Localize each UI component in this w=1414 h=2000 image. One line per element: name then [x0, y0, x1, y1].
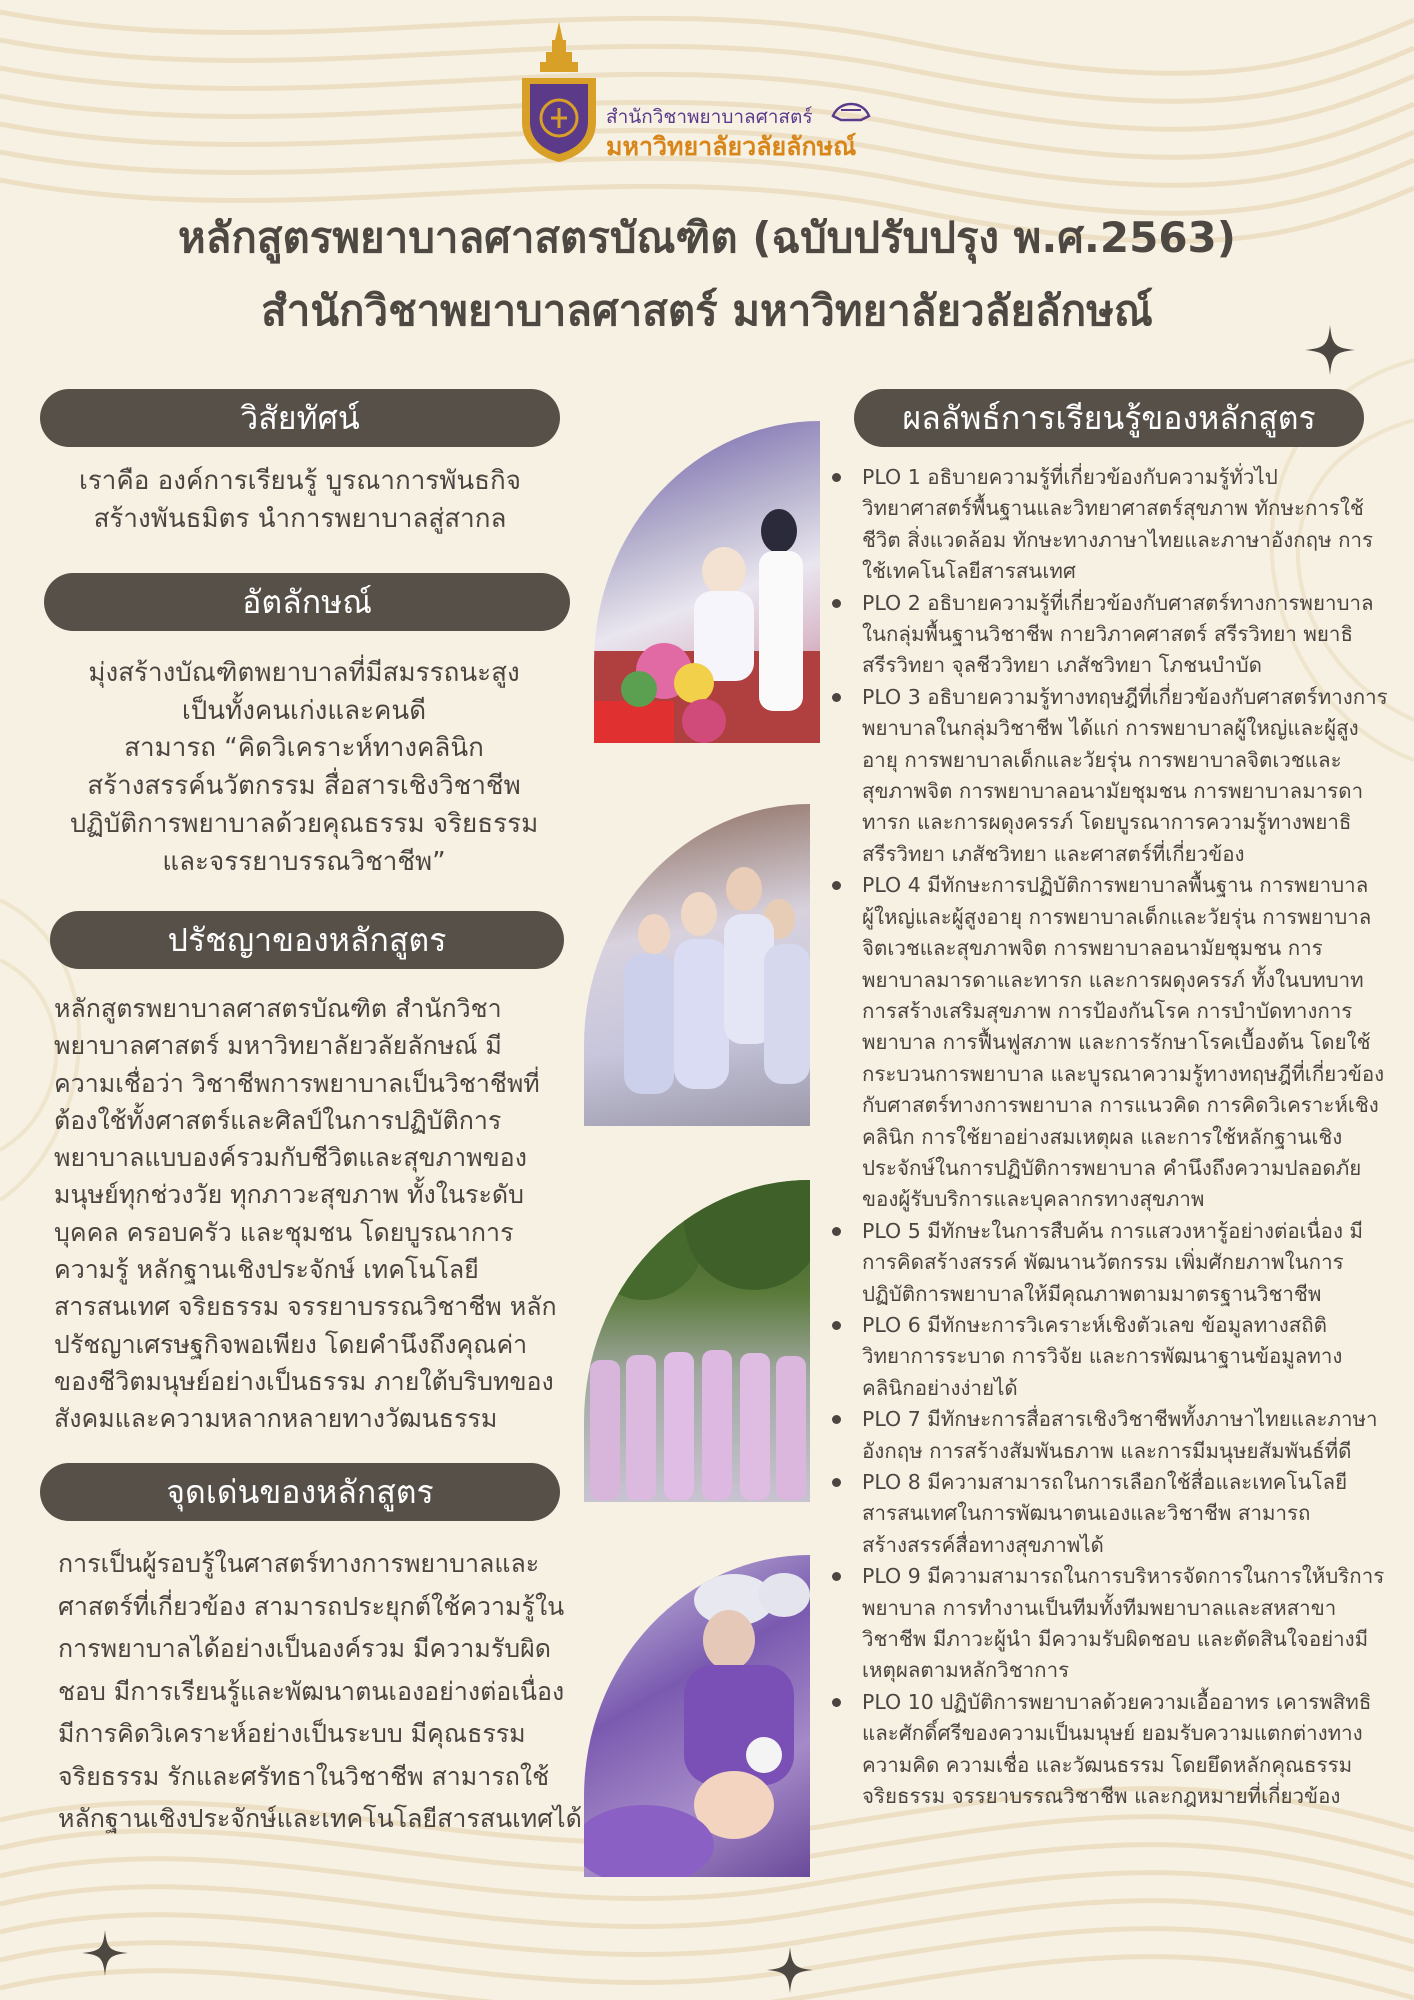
highlights-line: ศาสตร์ที่เกี่ยวข้อง สามารถประยุกต์ใช้ความรู้ใน — [58, 1591, 565, 1621]
logo-university-name: มหาวิทยาลัยวลัยลักษณ์ — [606, 132, 857, 161]
highlights-line: การพยาบาลได้อย่างเป็นองค์รวม มีความรับผิด — [58, 1634, 551, 1663]
highlights-line: หลักฐานเชิงประจักษ์และเทคโนโลยีสารสนเทศได้ — [58, 1804, 582, 1833]
philosophy-line: มนุษย์ทุกช่วงวัย ทุกภาวะสุขภาพ ทั้งในระดับ — [54, 1180, 524, 1210]
plo-item: PLO 1 อธิบายความรู้ที่เกี่ยวข้องกับความรู้ทั่วไป วิทยาศาสตร์พื้นฐานและวิทยาศาสตร์สุขภาพ ทักษะการใช้ชีวิต สิ่งแวดล้อม ทักษะทางภาษาไทยและภาษาอังกฤษ การใช้เทคโนโลยีสารสนเทศ — [832, 462, 1390, 588]
sparkle-icon — [1305, 325, 1355, 375]
vision-text — [40, 463, 560, 538]
philosophy-line: หลักสูตรพยาบาลศาสตรบัณฑิต สำนักวิชา — [54, 994, 502, 1023]
identity-heading: อัตลักษณ์ — [44, 573, 570, 631]
identity-line: สร้างสรรค์นวัตกรรม สื่อสารเชิงวิชาชีพ — [87, 771, 521, 802]
philosophy-text — [54, 990, 584, 1438]
plo-heading: ผลลัพธ์การเรียนรู้ของหลักสูตร — [854, 389, 1364, 447]
highlights-text — [58, 1543, 588, 1841]
page-title: หลักสูตรพยาบาลศาสตรบัณฑิต (ฉบับปรับปรุง พ.ศ.2563) — [178, 213, 1236, 262]
institution-logo — [516, 22, 886, 162]
identity-text — [44, 655, 564, 881]
highlights-line: มีการคิดวิเคราะห์อย่างเป็นระบบ มีคุณธรรม — [58, 1719, 526, 1748]
plo-item: PLO 3 อธิบายความรู้ทางทฤษฎีที่เกี่ยวข้องกับศาสตร์ทางการพยาบาลในกลุ่มวิชาชีพ ได้แก่ การพยาบาลผู้ใหญ่และผู้สูงอายุ การพยาบาลเด็กและวัยรุ่น การพยาบาลจิตเวชและสุขภาพจิต การพยาบาลอนามัยชุมชน การพยาบาลมารดา ทารก และการผดุงครรภ์ โดยบูรณาการความรู้ทางพยาธิสรีรวิทยา เภสัชวิทยา และศาสตร์ที่เกี่ยวข้อง — [832, 682, 1390, 870]
sparkle-icon — [82, 1930, 128, 1976]
philosophy-line: ปรัชญาเศรษฐกิจพอเพียง โดยคำนึงถึงคุณค่า — [54, 1329, 528, 1359]
philosophy-line: พยาบาลแบบองค์รวมกับชีวิตและสุขภาพของ — [54, 1143, 527, 1173]
identity-line: และจรรยาบรรณวิชาชีพ” — [162, 846, 446, 877]
plo-list — [832, 462, 1390, 1812]
plo-item: PLO 4 มีทักษะการปฏิบัติการพยาบาลพื้นฐาน การพยาบาลผู้ใหญ่และผู้สูงอายุ การพยาบาลเด็กและวัยรุ่น การพยาบาลจิตเวชและสุขภาพจิต การพยาบาลอนามัยชุมชน การพยาบาลมารดาและทารก และการผดุงครรภ์ ทั้งในบทบาทการสร้างเสริมสุขภาพ การป้องกันโรค การบำบัดทางการพยาบาล การฟื้นฟูสภาพ และการรักษาโรคเบื้องต้น โดยใช้กระบวนการพยาบาล และบูรณาความรู้ทางทฤษฎีที่เกี่ยวข้องกับศาสตร์ทางการพยาบาล การแนวคิด การคิดวิเคราะห์เชิงคลินิก การใช้ยาอย่างสมเหตุผล และการใช้หลักฐานเชิงประจักษ์ในการปฏิบัติการพยาบาล คำนึงถึงความปลอดภัยของผู้รับบริการและบุคลากรทางสุขภาพ — [832, 870, 1390, 1215]
highlights-line: ชอบ มีการเรียนรู้และพัฒนาตนเองอย่างต่อเนื่อง — [58, 1676, 565, 1706]
highlights-line: การเป็นผู้รอบรู้ในศาสตร์ทางการพยาบาลและ — [58, 1549, 540, 1578]
vision-heading: วิสัยทัศน์ — [40, 389, 560, 447]
identity-line: มุ่งสร้างบัณฑิตพยาบาลที่มีสมรรถนะสูง — [88, 658, 520, 688]
plo-item: PLO 8 มีความสามารถในการเลือกใช้สื่อและเทคโนโลยีสารสนเทศในการพัฒนาตนเองและวิชาชีพ สามารถสร้างสรรค์สื่อทางสุขภาพได้ — [832, 1467, 1390, 1561]
plo-item: PLO 6 มีทักษะการวิเคราะห์เชิงตัวเลข ข้อมูลทางสถิติ วิทยาการระบาด การวิจัย และการพัฒนาฐานข้อมูลทางคลินิกอย่างง่ายได้ — [832, 1310, 1390, 1404]
philosophy-line: ต้องใช้ทั้งศาสตร์และศิลป์ในการปฏิบัติการ — [54, 1105, 502, 1135]
plo-item: PLO 9 มีความสามารถในการบริหารจัดการในการให้บริการพยาบาล การทำงานเป็นทีมทั้งทีมพยาบาลและสหสาขาวิชาชีพ มีภาวะผู้นำ มีความรับผิดชอบ และตัดสินใจอย่างมีเหตุผลตามหลักวิชาการ — [832, 1561, 1390, 1687]
page-subtitle: สำนักวิชาพยาบาลศาสตร์ มหาวิทยาลัยวลัยลักษณ์ — [261, 286, 1153, 335]
philosophy-line: ความเชื่อว่า วิชาชีพการพยาบาลเป็นวิชาชีพที่ — [54, 1068, 540, 1098]
vision-line: เราคือ องค์การเรียนรู้ บูรณาการพันธกิจ — [78, 466, 522, 496]
philosophy-heading: ปรัชญาของหลักสูตร — [50, 911, 564, 969]
philosophy-line: สารสนเทศ จริยธรรม จรรยาบรรณวิชาชีพ หลัก — [54, 1292, 557, 1322]
philosophy-line: พยาบาลศาสตร์ มหาวิทยาลัยวลัยลักษณ์ มี — [54, 1031, 502, 1061]
vision-line: สร้างพันธมิตร นำการพยาบาลสู่สากล — [93, 503, 507, 534]
philosophy-line: ความรู้ หลักฐานเชิงประจักษ์ เทคโนโลยี — [54, 1255, 479, 1285]
nurse-cap-icon — [831, 96, 871, 122]
plo-item: PLO 7 มีทักษะการสื่อสารเชิงวิชาชีพทั้งภาษาไทยและภาษาอังกฤษ การสร้างสัมพันธภาพ และการมีมนุษยสัมพันธ์ที่ดี — [832, 1404, 1390, 1467]
plo-item: PLO 5 มีทักษะในการสืบค้น การแสวงหารู้อย่างต่อเนื่อง มีการคิดสร้างสรรค์ พัฒนานวัตกรรม เพิ่มศักยภาพในการปฏิบัติการพยาบาลให้มีคุณภาพตามมาตรฐานวิชาชีพ — [832, 1216, 1390, 1310]
crest-icon — [516, 22, 602, 162]
philosophy-line: บุคคล ครอบครัว และชุมชน โดยบูรณาการ — [54, 1217, 514, 1247]
plo-item: PLO 2 อธิบายความรู้ที่เกี่ยวข้องกับศาสตร์ทางการพยาบาลในกลุ่มพื้นฐานวิชาชีพ กายวิภาคศาสตร์ สรีรวิทยา พยาธิสรีรวิทยา จุลชีววิทยา เภสัชวิทยา โภชนบำบัด — [832, 588, 1390, 682]
identity-line: สามารถ “คิดวิเคราะห์ทางคลินิก — [124, 733, 484, 764]
philosophy-line: ของชีวิตมนุษย์อย่างเป็นธรรม ภายใต้บริบทของ — [54, 1366, 554, 1396]
logo-school-name: สำนักวิชาพยาบาลศาสตร์ — [606, 106, 813, 128]
sparkle-icon — [767, 1947, 813, 1993]
identity-line: เป็นทั้งคนเก่งและคนดี — [181, 695, 427, 726]
identity-line: ปฏิบัติการพยาบาลด้วยคุณธรรม จริยธรรม — [69, 808, 539, 839]
highlights-heading: จุดเด่นของหลักสูตร — [40, 1463, 560, 1521]
plo-item: PLO 10 ปฏิบัติการพยาบาลด้วยความเอื้ออาทร เคารพสิทธิและศักดิ์ศรีของความเป็นมนุษย์ ยอมรับความแตกต่างทางความคิด ความเชื่อ และวัฒนธรรม โดยยึดหลักคุณธรรม จริยธรรม จรรยาบรรณวิชาชีพ และกฎหมายที่เกี่ยวข้อง — [832, 1687, 1390, 1813]
highlights-line: จริยธรรม รักและศรัทธาในวิชาชีพ สามารถใช้ — [58, 1761, 550, 1791]
philosophy-line: สังคมและความหลากหลายทางวัฒนธรรม — [54, 1404, 498, 1434]
